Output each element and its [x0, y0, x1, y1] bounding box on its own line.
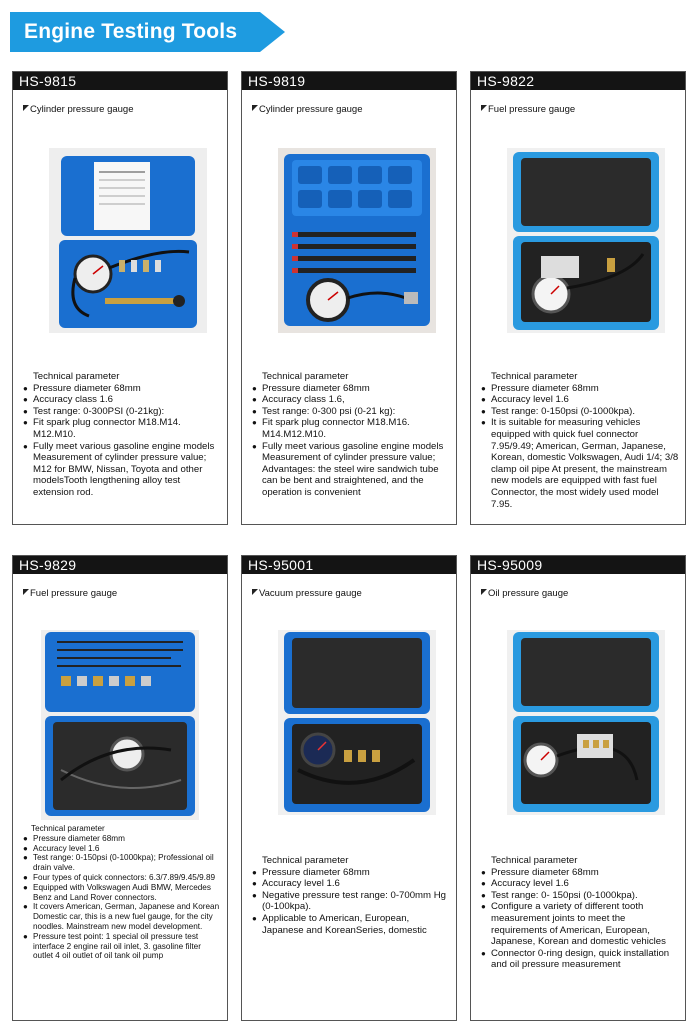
spec-title: Technical parameter [262, 371, 349, 382]
card-product-type-label: Vacuum pressure gauge [259, 588, 362, 599]
spec-list [23, 834, 221, 961]
spec-item: ● Test range: 0- 150psi (0-1000kpa). [481, 890, 679, 902]
spec-item: ● Configure a variety of different tooth measurement joints to meet the requirements of American, European, Japanese, Korean and domestic vehicles [481, 901, 679, 947]
spec-item: ● Negative pressure test range: 0-700mm Hg (0-100kpa). [252, 890, 450, 913]
spec-item: ● Four types of quick connectors: 6.3/7.89/9.45/9.89 [23, 873, 221, 883]
spec-item: ● Fully meet various gasoline engine models Measurement of cylinder pressure value; Advantages: the steel wire sandwich tube can be bent and straightened, and the operation is convenient [252, 441, 450, 499]
card-model-header: HS-95009 [471, 556, 685, 574]
spec-block [481, 371, 679, 510]
spec-block [252, 855, 450, 936]
spec-item: ● Accuracy level 1.6 [481, 394, 679, 406]
spec-title: Technical parameter [262, 855, 349, 866]
spec-item: ● Accuracy class 1.6 [23, 394, 221, 406]
spec-item: ● Equipped with Volkswagen Audi BMW, Mercedes Benz and Land Rover connectors. [23, 883, 221, 903]
product-photo [507, 630, 665, 815]
card-product-type [23, 588, 117, 599]
spec-list [252, 383, 450, 499]
spec-item: ● Test range: 0-150psi (0-1000kpa). [481, 406, 679, 418]
product-card-hs9815 [12, 71, 228, 525]
spec-item: ● Fully meet various gasoline engine models Measurement of cylinder pressure value; M12 for BMW, Nissan, Toyota and other modelsTooth lengthening alloy test extension rod. [23, 441, 221, 499]
card-product-type [252, 588, 362, 599]
spec-item: ● Accuracy level 1.6 [481, 878, 679, 890]
gauge-kit-case-image [507, 148, 665, 333]
corner-mark-icon [23, 589, 29, 595]
product-photo [41, 630, 199, 820]
card-product-type [481, 588, 568, 599]
spec-item: ● Accuracy class 1.6, [252, 394, 450, 406]
spec-list [481, 867, 679, 971]
product-photo [507, 148, 665, 333]
spec-title: Technical parameter [33, 371, 120, 382]
spec-item: ● Pressure diameter 68mm [23, 383, 221, 395]
spec-list [481, 383, 679, 511]
product-card-hs9819 [241, 71, 457, 525]
spec-list [252, 867, 450, 937]
spec-item: ● It covers American, German, Japanese and Korean Domestic car, this is a new fuel gauge, for the city noodles. Mainstream new model development. [23, 902, 221, 931]
card-product-type-label: Oil pressure gauge [488, 588, 569, 599]
corner-mark-icon [481, 589, 487, 595]
corner-mark-icon [252, 105, 258, 111]
card-product-type-label: Cylinder pressure gauge [30, 104, 134, 115]
corner-mark-icon [23, 105, 29, 111]
spec-block [23, 824, 221, 961]
spec-title: Technical parameter [31, 824, 105, 833]
card-model-header: HS-9829 [13, 556, 227, 574]
page-title: Engine Testing Tools [24, 20, 238, 43]
card-model-header: HS-9819 [242, 72, 456, 90]
corner-mark-icon [481, 105, 487, 111]
spec-item: ● Connector 0-ring design, quick installation and oil pressure measurement [481, 948, 679, 971]
spec-item: ● It is suitable for measuring vehicles equipped with quick fuel connector 7.95/9.49; American, German, Japanese, Korean, domestic Volkswagen, Audi 1/4; 3/8 clamp oil pipe At present, the mainstream new models are equipped with fast fuel Connector, the most widely used model 7.95. [481, 417, 679, 510]
spec-item: ● Pressure diameter 68mm [23, 834, 221, 844]
gauge-kit-case-image [49, 148, 207, 333]
spec-item: ● Pressure diameter 68mm [252, 383, 450, 395]
spec-item: ● Test range: 0-150psi (0-1000kpa); Professional oil drain valve. [23, 853, 221, 873]
spec-item: ● Pressure diameter 68mm [481, 383, 679, 395]
spec-item: ● Applicable to American, European, Japanese and KoreanSeries, domestic [252, 913, 450, 936]
product-photo [49, 148, 207, 333]
spec-list [23, 383, 221, 499]
spec-item: ● Pressure diameter 68mm [481, 867, 679, 879]
spec-block [252, 371, 450, 499]
product-photo [278, 630, 436, 815]
gauge-kit-case-image [507, 630, 665, 815]
spec-item: ● Fit spark plug connector M18.M16. M14.M12.M10. [252, 417, 450, 440]
product-card-hs9822 [470, 71, 686, 525]
corner-mark-icon [252, 589, 258, 595]
gauge-kit-case-image [278, 148, 436, 333]
spec-item: ● Pressure test point: 1 special oil pressure test interface 2 engine rail oil inlet, 3. gasoline filter outlet 4 oil outlet of oil tank oil pump [23, 932, 221, 961]
card-product-type [481, 104, 575, 115]
spec-block [481, 855, 679, 971]
card-model-header: HS-95001 [242, 556, 456, 574]
spec-item: ● Test range: 0-300 psi (0-21 kg): [252, 406, 450, 418]
spec-title: Technical parameter [491, 371, 578, 382]
spec-item: ● Fit spark plug connector M18.M14. M12.M10. [23, 417, 221, 440]
card-product-type [252, 104, 363, 115]
page-banner [10, 12, 285, 52]
card-product-type [23, 104, 134, 115]
product-card-hs9829 [12, 555, 228, 1021]
card-model-header: HS-9822 [471, 72, 685, 90]
product-card-hs95009 [470, 555, 686, 1021]
spec-title: Technical parameter [491, 855, 578, 866]
product-photo [278, 148, 436, 333]
product-card-hs95001 [241, 555, 457, 1021]
gauge-kit-case-image [41, 630, 199, 820]
spec-item: ● Test range: 0-300PSI (0-21kg): [23, 406, 221, 418]
spec-item: ● Accuracy level 1.6 [252, 878, 450, 890]
spec-item: ● Pressure diameter 68mm [252, 867, 450, 879]
card-model-header: HS-9815 [13, 72, 227, 90]
card-product-type-label: Fuel pressure gauge [488, 104, 576, 115]
card-product-type-label: Fuel pressure gauge [30, 588, 118, 599]
spec-block [23, 371, 221, 499]
spec-item: ● Accuracy level 1.6 [23, 844, 221, 854]
card-product-type-label: Cylinder pressure gauge [259, 104, 363, 115]
gauge-kit-case-image [278, 630, 436, 815]
